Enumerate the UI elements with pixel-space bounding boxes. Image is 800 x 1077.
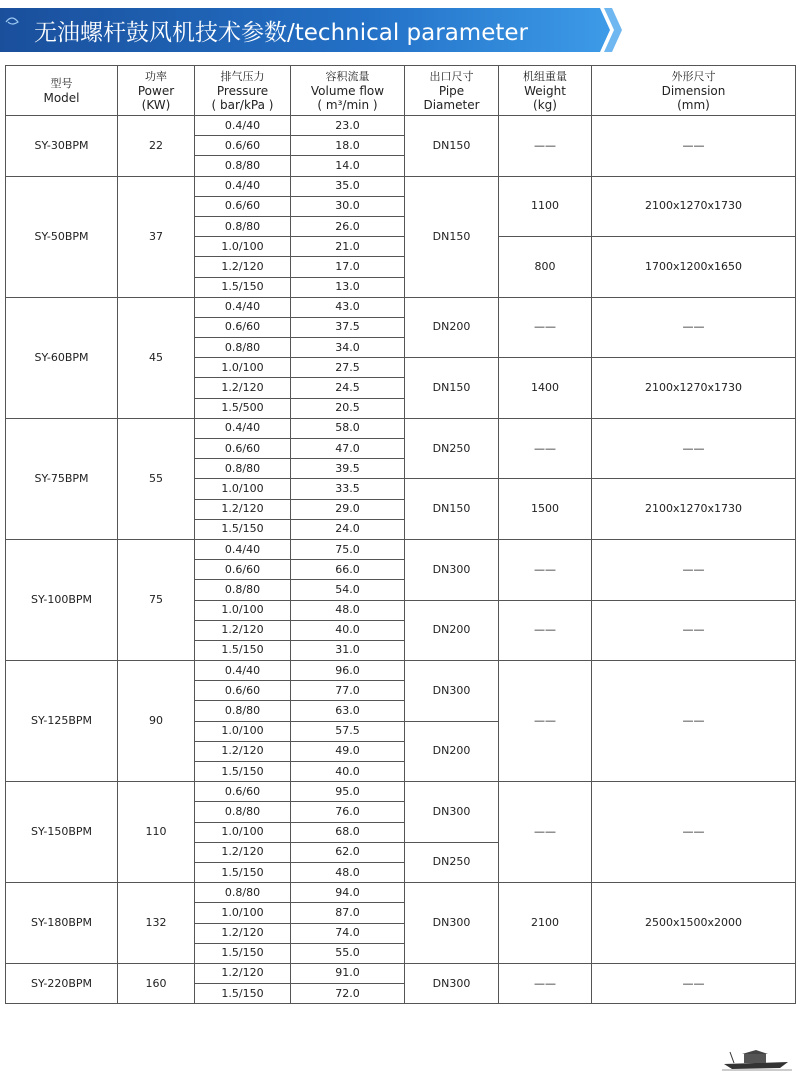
weight-cell: ——	[499, 782, 592, 883]
pipe-diameter-cell: DN200	[405, 297, 499, 358]
pressure-cell: 1.5/150	[195, 943, 291, 963]
pressure-cell: 1.5/150	[195, 762, 291, 782]
volume-flow-cell: 55.0	[291, 943, 405, 963]
pressure-cell: 1.2/120	[195, 620, 291, 640]
weight-cell: 1500	[499, 479, 592, 540]
pressure-cell: 1.2/120	[195, 257, 291, 277]
header-cn-label: 出口尺寸	[429, 69, 474, 83]
pressure-cell: 0.6/60	[195, 560, 291, 580]
pipe-diameter-cell: DN300	[405, 883, 499, 964]
volume-flow-cell: 39.5	[291, 459, 405, 479]
pressure-cell: 1.5/150	[195, 277, 291, 297]
pressure-cell: 1.5/150	[195, 519, 291, 539]
model-cell: SY-150BPM	[6, 782, 118, 883]
header-cn-label: 型号	[50, 76, 73, 90]
volume-flow-cell: 43.0	[291, 297, 405, 317]
volume-flow-cell: 75.0	[291, 539, 405, 559]
pressure-cell: 1.2/120	[195, 963, 291, 983]
header-en-label: Power	[137, 83, 175, 98]
pressure-cell: 0.8/80	[195, 802, 291, 822]
volume-flow-cell: 31.0	[291, 640, 405, 660]
pressure-cell: 0.4/40	[195, 418, 291, 438]
volume-flow-cell: 48.0	[291, 862, 405, 882]
pressure-cell: 0.6/60	[195, 136, 291, 156]
pressure-cell: 1.2/120	[195, 499, 291, 519]
volume-flow-cell: 57.5	[291, 721, 405, 741]
pressure-cell: 0.4/40	[195, 539, 291, 559]
weight-cell: ——	[499, 116, 592, 177]
weight-cell: ——	[499, 661, 592, 782]
table-row	[6, 963, 796, 983]
dimension-cell: ——	[592, 600, 796, 661]
pressure-cell: 0.8/80	[195, 883, 291, 903]
volume-flow-cell: 63.0	[291, 701, 405, 721]
power-cell: 132	[118, 883, 195, 964]
volume-flow-cell: 49.0	[291, 741, 405, 761]
technical-parameter-table	[5, 65, 796, 1004]
header-cn-label: 机组重量	[523, 69, 567, 83]
volume-flow-cell: 72.0	[291, 984, 405, 1004]
dimension-cell: 2100x1270x1730	[592, 479, 796, 540]
volume-flow-cell: 40.0	[291, 620, 405, 640]
pressure-cell: 1.2/120	[195, 923, 291, 943]
pipe-diameter-cell: DN200	[405, 600, 499, 661]
dimension-cell: 2100x1270x1730	[592, 176, 796, 237]
power-cell: 90	[118, 661, 195, 782]
volume-flow-cell: 66.0	[291, 560, 405, 580]
header-cell	[405, 66, 499, 116]
pressure-cell: 0.4/40	[195, 176, 291, 196]
pressure-cell: 0.8/80	[195, 701, 291, 721]
pressure-cell: 0.8/80	[195, 580, 291, 600]
model-cell: SY-50BPM	[6, 176, 118, 297]
dimension-cell: ——	[592, 539, 796, 600]
weight-cell: ——	[499, 963, 592, 1003]
table-row	[6, 883, 796, 903]
header-en-label: Dimension	[661, 83, 726, 98]
pressure-cell: 1.0/100	[195, 237, 291, 257]
volume-flow-cell: 35.0	[291, 176, 405, 196]
header-cell	[195, 66, 291, 116]
pipe-diameter-cell: DN300	[405, 963, 499, 1003]
pipe-diameter-cell: DN200	[405, 721, 499, 782]
pressure-cell: 0.8/80	[195, 338, 291, 358]
weight-cell: ——	[499, 297, 592, 358]
header-cell	[291, 66, 405, 116]
pressure-cell: 1.5/150	[195, 984, 291, 1004]
model-cell: SY-100BPM	[6, 539, 118, 660]
volume-flow-cell: 76.0	[291, 802, 405, 822]
volume-flow-cell: 14.0	[291, 156, 405, 176]
volume-flow-cell: 23.0	[291, 116, 405, 136]
weight-cell: ——	[499, 600, 592, 661]
volume-flow-cell: 30.0	[291, 196, 405, 216]
header-en-label: Pressure	[216, 83, 269, 98]
weight-cell: 1100	[499, 176, 592, 237]
dimension-cell: ——	[592, 782, 796, 883]
pressure-cell: 1.2/120	[195, 842, 291, 862]
pressure-cell: 1.2/120	[195, 378, 291, 398]
weight-cell: 2100	[499, 883, 592, 964]
pipe-diameter-cell: DN300	[405, 661, 499, 722]
pipe-diameter-cell: DN300	[405, 539, 499, 600]
header-cn-label: 容积流量	[325, 69, 370, 83]
table-header-row	[6, 66, 796, 116]
header-en-label: ( bar/kPa )	[211, 97, 274, 112]
dimension-cell: ——	[592, 661, 796, 782]
volume-flow-cell: 24.5	[291, 378, 405, 398]
volume-flow-cell: 74.0	[291, 923, 405, 943]
volume-flow-cell: 54.0	[291, 580, 405, 600]
page-title: 无油螺杆鼓风机技术参数/technical parameter	[34, 20, 528, 46]
power-cell: 110	[118, 782, 195, 883]
pressure-cell: 1.0/100	[195, 721, 291, 741]
pressure-cell: 1.0/100	[195, 358, 291, 378]
pressure-cell: 1.2/120	[195, 741, 291, 761]
pressure-cell: 1.0/100	[195, 822, 291, 842]
volume-flow-cell: 96.0	[291, 661, 405, 681]
dimension-cell: 2500x1500x2000	[592, 883, 796, 964]
model-cell: SY-125BPM	[6, 661, 118, 782]
header-en-label: Weight	[524, 83, 566, 98]
volume-flow-cell: 26.0	[291, 216, 405, 236]
weight-cell: 1400	[499, 358, 592, 419]
table-row	[6, 782, 796, 802]
volume-flow-cell: 20.5	[291, 398, 405, 418]
pipe-diameter-cell: DN150	[405, 116, 499, 177]
table-row	[6, 539, 796, 559]
volume-flow-cell: 87.0	[291, 903, 405, 923]
volume-flow-cell: 21.0	[291, 237, 405, 257]
dimension-cell: ——	[592, 116, 796, 177]
volume-flow-cell: 33.5	[291, 479, 405, 499]
volume-flow-cell: 94.0	[291, 883, 405, 903]
header-cn-label: 外形尺寸	[671, 69, 716, 83]
pressure-cell: 1.0/100	[195, 479, 291, 499]
pressure-cell: 0.6/60	[195, 317, 291, 337]
header-cn-label: 排气压力	[220, 69, 265, 83]
header-cell	[118, 66, 195, 116]
table-row	[6, 297, 796, 317]
pipe-diameter-cell: DN300	[405, 782, 499, 843]
pressure-cell: 0.4/40	[195, 297, 291, 317]
volume-flow-cell: 24.0	[291, 519, 405, 539]
header-cell	[499, 66, 592, 116]
dimension-cell: ——	[592, 297, 796, 358]
power-cell: 160	[118, 963, 195, 1003]
pipe-diameter-cell: DN250	[405, 842, 499, 882]
header-en-label: Diameter	[423, 97, 480, 112]
header-en-label: Pipe	[438, 83, 465, 98]
power-cell: 22	[118, 116, 195, 177]
weight-cell: ——	[499, 418, 592, 479]
power-cell: 75	[118, 539, 195, 660]
pipe-diameter-cell: DN150	[405, 358, 499, 419]
pressure-cell: 0.8/80	[195, 216, 291, 236]
header-en-label: (kg)	[533, 97, 557, 112]
dimension-cell: 2100x1270x1730	[592, 358, 796, 419]
volume-flow-cell: 29.0	[291, 499, 405, 519]
header-en-label: (mm)	[677, 97, 710, 112]
pressure-cell: 0.8/80	[195, 156, 291, 176]
volume-flow-cell: 91.0	[291, 963, 405, 983]
volume-flow-cell: 34.0	[291, 338, 405, 358]
header-cell	[592, 66, 796, 116]
power-cell: 37	[118, 176, 195, 297]
pipe-diameter-cell: DN150	[405, 176, 499, 297]
volume-flow-cell: 27.5	[291, 358, 405, 378]
table-row	[6, 116, 796, 136]
pressure-cell: 1.5/150	[195, 640, 291, 660]
dimension-cell: ——	[592, 418, 796, 479]
volume-flow-cell: 17.0	[291, 257, 405, 277]
model-cell: SY-180BPM	[6, 883, 118, 964]
pressure-cell: 0.4/40	[195, 661, 291, 681]
volume-flow-cell: 18.0	[291, 136, 405, 156]
header-en-label: ( m³/min )	[317, 97, 378, 112]
power-cell: 45	[118, 297, 195, 418]
pipe-diameter-cell: DN150	[405, 479, 499, 540]
model-cell: SY-220BPM	[6, 963, 118, 1003]
pressure-cell: 0.6/60	[195, 782, 291, 802]
power-cell: 55	[118, 418, 195, 539]
volume-flow-cell: 68.0	[291, 822, 405, 842]
pipe-diameter-cell: DN250	[405, 418, 499, 479]
dimension-cell: 1700x1200x1650	[592, 237, 796, 298]
table-row	[6, 661, 796, 681]
volume-flow-cell: 13.0	[291, 277, 405, 297]
pressure-cell: 1.0/100	[195, 600, 291, 620]
model-cell: SY-30BPM	[6, 116, 118, 177]
weight-cell: ——	[499, 539, 592, 600]
volume-flow-cell: 37.5	[291, 317, 405, 337]
volume-flow-cell: 48.0	[291, 600, 405, 620]
header-cell	[6, 66, 118, 116]
volume-flow-cell: 40.0	[291, 762, 405, 782]
header-en-label: Volume flow	[310, 83, 385, 98]
table-row	[6, 176, 796, 196]
dimension-cell: ——	[592, 963, 796, 1003]
model-cell: SY-60BPM	[6, 297, 118, 418]
volume-flow-cell: 47.0	[291, 439, 405, 459]
model-cell: SY-75BPM	[6, 418, 118, 539]
pressure-cell: 0.6/60	[195, 439, 291, 459]
header-cn-label: 功率	[145, 69, 167, 83]
weight-cell: 800	[499, 237, 592, 298]
volume-flow-cell: 77.0	[291, 681, 405, 701]
volume-flow-cell: 62.0	[291, 842, 405, 862]
volume-flow-cell: 58.0	[291, 418, 405, 438]
pressure-cell: 0.6/60	[195, 196, 291, 216]
pressure-cell: 0.4/40	[195, 116, 291, 136]
header-en-label: (KW)	[141, 97, 171, 112]
pressure-cell: 1.5/150	[195, 862, 291, 882]
volume-flow-cell: 95.0	[291, 782, 405, 802]
pressure-cell: 1.5/500	[195, 398, 291, 418]
table-row	[6, 418, 796, 438]
header-en-label: Model	[43, 90, 80, 105]
boat-image	[722, 1040, 792, 1072]
pressure-cell: 0.6/60	[195, 681, 291, 701]
pressure-cell: 0.8/80	[195, 459, 291, 479]
pressure-cell: 1.0/100	[195, 903, 291, 923]
